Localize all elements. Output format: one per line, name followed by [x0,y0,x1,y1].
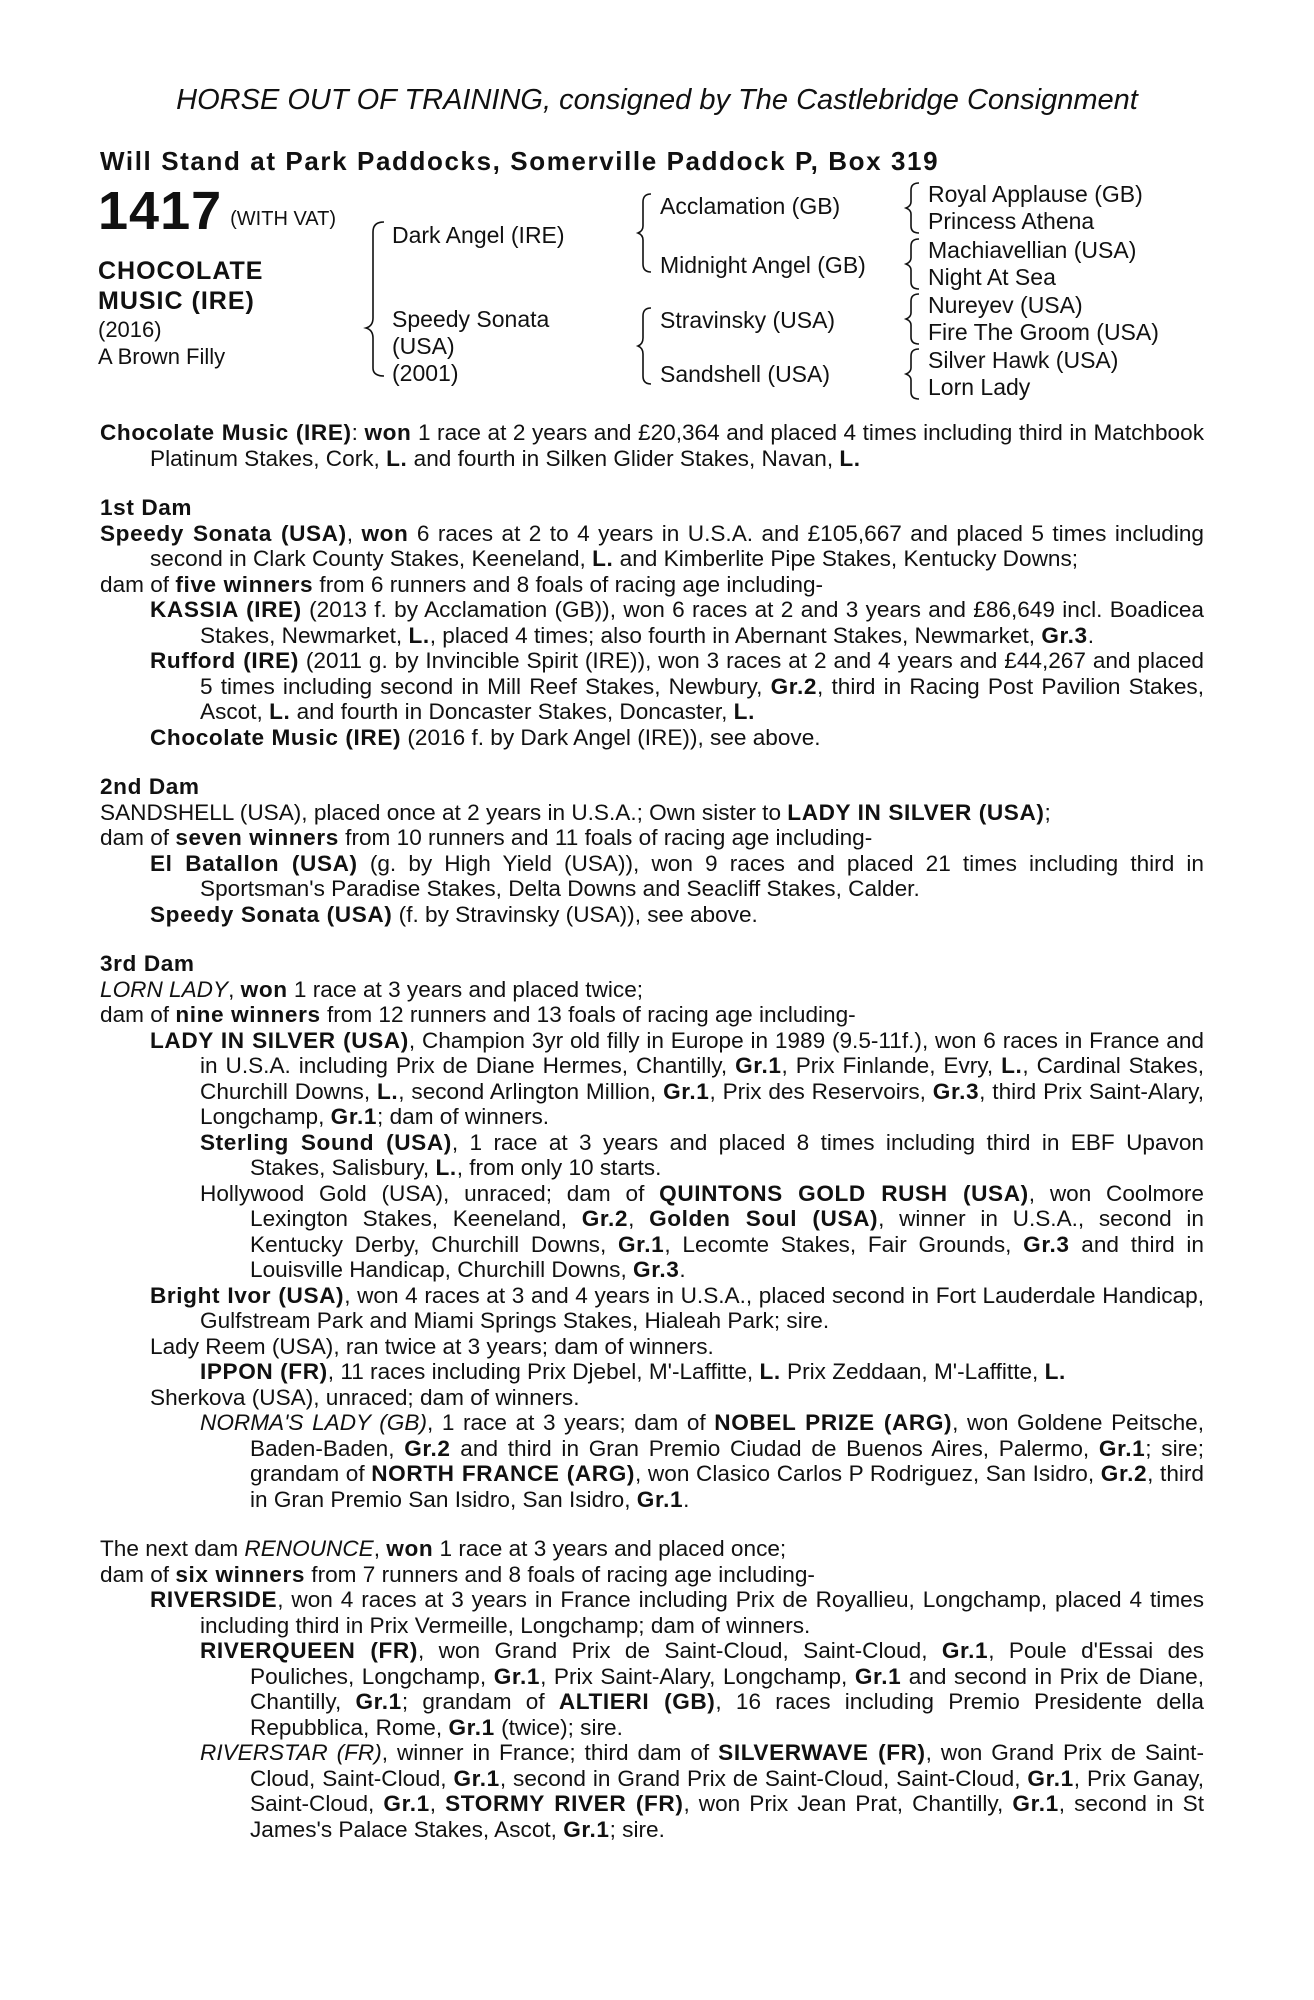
lady-in-silver-t4: , second Arlington Million, [398,1078,664,1104]
riverstar-name: RIVERSTAR (FR) [200,1740,382,1765]
quintons-gold-rush-name: QUINTONS GOLD RUSH (USA) [659,1180,1029,1206]
lady-reem-text: Lady Reem (USA), ran twice at 3 years; dam of winners. [150,1333,714,1359]
summary-won: won [364,420,412,445]
riverqueen-t7: (twice); sire. [494,1714,623,1740]
third-dam-record [100,977,1204,1003]
altieri-name: ALTIERI (GB) [558,1689,716,1714]
third-dam-heading: 3rd Dam [100,951,195,976]
lady-in-silver-t6: , third Prix Saint-Alary, Longchamp, [200,1078,1204,1129]
normas-lady-t3: and third in Gran Premio Ciudad de Buenos Aires, Palermo, [450,1435,1099,1461]
produce-ippon [100,1359,1204,1385]
first-dam-name: Speedy Sonata (USA) [100,520,347,546]
second-dam-foals: from 10 runners and 11 foals of racing age including- [338,825,873,850]
silverwave-name: SILVERWAVE (FR) [718,1740,926,1765]
hollywood-gold-t3: , [628,1206,650,1231]
lady-in-silver-name: LADY IN SILVER (USA) [150,1027,409,1053]
third-dam-winners: nine winners [175,1002,321,1027]
riverqueen-t4: and second in Prix de Diane, Chantilly, [250,1663,1204,1714]
horse-name-line-1: CHOCOLATE [98,257,264,285]
rufford-text-2: , third in Racing Post Pavilion Stakes, Ascot, [200,673,1204,724]
lady-in-silver-l1: L. [1001,1053,1023,1078]
pedigree-dam-dam: Sandshell (USA) [660,361,831,387]
first-dam-foals: from 6 runners and 8 foals of racing age including- [313,571,824,597]
third-dam-produce-line [100,1002,1204,1028]
riverqueen-t6: , 16 races including Premio Presidente della Repubblica, Rome, [250,1689,1204,1740]
normas-lady-g4: Gr.1 [636,1486,684,1512]
summary-text-2: and fourth in Silken Glider Stakes, Navan, [407,445,840,471]
lot-number: 1417 [98,181,223,241]
second-dam-text-2: ; [1044,799,1051,825]
third-dam-name: LORN LADY [100,976,229,1002]
bright-ivor-text: , won 4 races at 3 and 4 years in U.S.A., placed second in Fort Lauderdale Handicap, Gulfstream Park and Miami Springs Stakes, Hialeah Park; sire. [200,1282,1204,1333]
horse-summary [100,420,1204,471]
pedigree-sire-dam: Midnight Angel (GB) [660,252,866,278]
pedigree-sire-sire: Acclamation (GB) [660,193,841,219]
first-dam-comma: , [346,520,362,546]
third-dam-comma: , [228,976,241,1002]
second-dam-record [100,800,1204,826]
kassia-name: KASSIA (IRE) [150,597,302,622]
produce-sherkova [100,1385,1204,1411]
ippon-t1: , 11 races including Prix Djebel, M'-Laffitte, [327,1359,760,1384]
normas-lady-g3: Gr.2 [1100,1461,1148,1486]
lady-in-silver-g3: Gr.3 [932,1078,980,1104]
second-dam-produce-line [100,825,1204,851]
pedigree-dam-sire: Stravinsky (USA) [660,307,836,333]
riverstar-g2: Gr.1 [1027,1765,1074,1791]
pedigree-sire: Dark Angel (IRE) [392,222,565,248]
hollywood-gold-g3: Gr.3 [1023,1231,1070,1257]
produce-bright-ivor [100,1283,1204,1334]
riverqueen-g1: Gr.1 [941,1638,989,1663]
produce-hollywood-gold [100,1181,1204,1283]
pedigree-g4: Night At Sea [928,264,1056,290]
summary-horse-name: Chocolate Music (IRE) [100,420,352,445]
produce-sterling-sound [100,1130,1204,1181]
normas-lady-end: . [683,1486,690,1512]
produce-lady-reem [100,1334,1204,1360]
produce-speedy-sonata [100,902,1204,928]
chocolate-music-name: Chocolate Music (IRE) [150,724,402,750]
produce-normas-lady [100,1410,1204,1512]
stormy-river-name: STORMY RIVER (FR) [445,1791,684,1816]
sterling-sound-l: L. [435,1155,457,1180]
lady-in-silver-t1: , Champion 3yr old filly in Europe in 1989 (9.5-11f.), won 6 races in France and in U.S.A. including Prix de Diane Hermes, Chantilly, [200,1027,1205,1078]
produce-riverside [100,1587,1204,1638]
el-batallon-text: (g. by High Yield (USA)), won 9 races and placed 21 times including third in Sportsman's Paradise Stakes, Delta Downs and Seacliff Stakes, Calder. [200,850,1204,901]
riverqueen-name: RIVERQUEEN (FR) [200,1638,418,1663]
riverside-name: RIVERSIDE [150,1587,278,1612]
first-dam-damof: dam of [100,571,176,597]
sterling-sound-t1: , 1 race at 3 years and placed 8 times including third in EBF Upavon Stakes, Salisbury, [250,1129,1204,1180]
pedigree-g1: Royal Applause (GB) [928,181,1143,207]
north-france-name: NORTH FRANCE (ARG) [371,1461,636,1486]
normas-lady-name: NORMA'S LADY (GB) [200,1410,427,1435]
summary-listed-1: L. [386,445,408,471]
sherkova-text: Sherkova (USA), unraced; dam of winners. [150,1384,580,1410]
lady-in-silver-l2: L. [376,1078,399,1104]
produce-rufford [100,648,1204,725]
speedy-sonata-name: Speedy Sonata (USA) [150,901,393,927]
pedigree-g3: Machiavellian (USA) [928,237,1137,263]
rufford-listed-2: L. [733,699,755,724]
pedigree-dam-line-2: (USA) [392,333,455,359]
pedigree-g6: Fire The Groom (USA) [928,319,1159,345]
riverstar-t8: ; sire. [609,1816,665,1842]
first-dam-text-1: 6 races at 2 to 4 years in U.S.A. and £105,667 and placed 5 times including second in Clark County Stakes, Keeneland, [150,520,1204,571]
ippon-name: IPPON (FR) [200,1359,328,1384]
riverstar-t2: , won Grand Prix de Saint-Cloud, Saint-Cloud, [250,1740,1204,1791]
lady-in-silver-t2: , Prix Finlande, Evry, [781,1053,1002,1078]
lady-in-silver-t7: ; dam of winners. [377,1104,550,1129]
first-dam-winners: five winners [175,571,314,597]
first-dam-produce-line [100,572,1204,598]
summary-text-1: 1 race at 2 years and £20,364 and placed 4 times including third in Matchbook Platinum Stakes, Cork, [150,420,1204,471]
kassia-end: . [1087,622,1094,648]
lady-in-silver-g2: Gr.1 [663,1078,710,1104]
kassia-text-1: (2013 f. by Acclamation (GB)), won 6 races at 2 and 3 years and £86,649 incl. Boadicea Stakes, Newmarket, [200,597,1204,648]
riverqueen-g2: Gr.1 [493,1663,541,1689]
riverqueen-t3: , Prix Saint-Alary, Longchamp, [540,1663,855,1689]
normas-lady-t1: , 1 race at 3 years; dam of [426,1410,715,1435]
lady-in-silver-g1: Gr.1 [735,1053,782,1078]
riverstar-t3: , second in Grand Prix de Saint-Cloud, Saint-Cloud, [499,1765,1028,1791]
summary-listed-2: L. [839,445,861,471]
third-dam-damof: dam of [100,1002,176,1027]
normas-lady-g2: Gr.1 [1098,1435,1146,1461]
next-dam-t2: 1 race at 3 years and placed once; [433,1536,787,1561]
second-dam-winners: seven winners [175,825,339,850]
el-batallon-name: El Batallon (USA) [150,850,358,876]
produce-lady-in-silver [100,1028,1204,1130]
produce-kassia [100,597,1204,648]
riverqueen-t5: ; grandam of [401,1689,559,1714]
ippon-l1: L. [759,1359,781,1384]
bright-ivor-name: Bright Ivor (USA) [150,1282,345,1308]
vat-note: (WITH VAT) [230,208,337,230]
hollywood-gold-t1: Hollywood Gold (USA), unraced; dam of [200,1180,660,1206]
second-dam-sister: LADY IN SILVER (USA) [787,799,1045,825]
next-dam-foals: from 7 runners and 8 foals of racing age including- [305,1561,815,1587]
nobel-prize-name: NOBEL PRIZE (ARG) [714,1410,953,1435]
hollywood-gold-t5: , Lecomte Stakes, Fair Grounds, [664,1231,1024,1257]
produce-riverstar [100,1740,1204,1842]
foaling-year: (2016) [98,317,162,342]
ippon-t2: Prix Zeddaan, M'-Laffitte, [780,1359,1045,1384]
hollywood-gold-t4: , winner in U.S.A., second in Kentucky Derby, Churchill Downs, [250,1206,1204,1257]
produce-el-batallon [100,851,1204,902]
sterling-sound-t2: , from only 10 starts. [456,1155,662,1180]
consignment-header: HORSE OUT OF TRAINING, consigned by The Castlebridge Consignment [176,84,1138,116]
speedy-sonata-text: (f. by Stravinsky (USA)), see above. [392,901,758,927]
next-dam-t1: The next dam [100,1536,245,1561]
riverstar-t4: , Prix Ganay, Saint-Cloud, [250,1765,1204,1816]
riverqueen-t2: , Poule d'Essai des Pouliches, Longchamp, [250,1638,1205,1689]
riverqueen-g5: Gr.1 [448,1714,495,1740]
hollywood-gold-g1: Gr.2 [581,1206,629,1231]
riverside-text: , won 4 races at 3 years in France including Prix de Royallieu, Longchamp, placed 4 times including third in Prix Vermeille, Longchamp; dam of winners. [200,1587,1204,1638]
pedigree-dam-line-1: Speedy Sonata [392,306,550,332]
kassia-group: Gr.3 [1041,622,1088,648]
summary-colon: : [351,420,358,445]
lady-in-silver-t3: , Cardinal Stakes, Churchill Downs, [200,1053,1205,1104]
sterling-sound-name: Sterling Sound (USA) [200,1129,452,1155]
next-dam-record [100,1536,1204,1562]
chocolate-music-text: (2016 f. by Dark Angel (IRE)), see above. [401,724,821,750]
riverstar-g1: Gr.1 [453,1765,500,1791]
rufford-name: Rufford (IRE) [150,648,299,673]
rufford-group: Gr.2 [770,673,817,699]
normas-lady-t6: , third in Gran Premio San Isidro, San Isidro, [250,1461,1204,1512]
first-dam-won: won [361,520,409,546]
next-dam-comma: , [373,1536,387,1561]
pedigree-g8: Lorn Lady [928,374,1031,400]
kassia-listed: L. [408,622,430,648]
rufford-listed-1: L. [269,699,291,724]
hollywood-gold-t6: and third in Louisville Handicap, Churchill Downs, [250,1231,1204,1282]
riverqueen-g3: Gr.1 [854,1663,902,1689]
hollywood-gold-g4: Gr.3 [633,1257,680,1282]
riverstar-g3: Gr.1 [383,1791,430,1816]
rufford-text-3: and fourth in Doncaster Stakes, Doncaster, [290,699,734,724]
riverqueen-t1: , won Grand Prix de Saint-Cloud, Saint-Cloud, [417,1638,942,1663]
produce-riverqueen [100,1638,1204,1740]
riverqueen-g4: Gr.1 [355,1689,402,1714]
normas-lady-g1: Gr.2 [404,1435,451,1461]
normas-lady-t5: , won Clasico Carlos P Rodriguez, San Isidro, [635,1461,1101,1486]
next-dam-produce-line [100,1562,1204,1588]
third-dam-text: 1 race at 3 years and placed twice; [287,976,644,1002]
second-dam-text-1: SANDSHELL (USA), placed once at 2 years in U.S.A.; Own sister to [100,799,788,825]
first-dam-heading: 1st Dam [100,495,193,520]
next-dam-name: RENOUNCE [244,1536,374,1561]
third-dam-foals: from 12 runners and 13 foals of racing age including- [320,1002,856,1027]
next-dam-won: won [386,1536,434,1561]
pedigree-dam-line-3: (2001) [392,360,459,386]
hollywood-gold-g2: Gr.1 [617,1231,665,1257]
riverstar-t5: , [429,1791,446,1816]
hollywood-gold-end: . [679,1257,686,1282]
catalogue-body [100,420,1204,1842]
riverstar-g4: Gr.1 [1012,1791,1059,1816]
second-dam-damof: dam of [100,825,176,850]
produce-chocolate-music [100,725,1204,751]
lady-in-silver-g4: Gr.1 [330,1104,378,1129]
third-dam-won: won [240,976,288,1002]
riverstar-g5: Gr.1 [563,1816,610,1842]
first-dam-record [100,521,1204,572]
pedigree-g5: Nureyev (USA) [928,292,1083,318]
rufford-text-1: (2011 g. by Invincible Spirit (IRE)), won 3 races at 2 and 4 years and £44,267 and placed 5 times including second in Mill Reef Stakes, Newbury, [200,648,1204,699]
next-dam-winners: six winners [175,1561,306,1587]
first-dam-listed: L. [592,546,614,571]
golden-soul-name: Golden Soul (USA) [649,1206,879,1231]
next-dam-damof: dam of [100,1561,176,1587]
second-dam-heading: 2nd Dam [100,774,200,799]
ippon-l2: L. [1044,1359,1066,1384]
first-dam-text-2: and Kimberlite Pipe Stakes, Kentucky Downs; [613,546,1079,571]
riverstar-t7: , second in St James's Palace Stakes, Ascot, [250,1791,1204,1842]
riverstar-t6: , won Prix Jean Prat, Chantilly, [683,1791,1013,1816]
horse-description: A Brown Filly [98,344,226,369]
pedigree-g7: Silver Hawk (USA) [928,347,1119,373]
pedigree-g2: Princess Athena [928,208,1095,234]
stand-location: Will Stand at Park Paddocks, Somerville Paddock P, Box 319 [100,146,940,176]
kassia-text-2: , placed 4 times; also fourth in Abernant Stakes, Newmarket, [429,622,1042,648]
normas-lady-t2: , won Goldene Peitsche, Baden-Baden, [250,1410,1205,1461]
lady-in-silver-t5: , Prix des Reservoirs, [709,1078,933,1104]
normas-lady-t4: ; sire; grandam of [250,1435,1204,1486]
riverstar-t1: , winner in France; third dam of [381,1740,719,1765]
horse-name-line-2: MUSIC (IRE) [98,287,255,315]
hollywood-gold-t2: , won Coolmore Lexington Stakes, Keeneland, [250,1180,1204,1231]
